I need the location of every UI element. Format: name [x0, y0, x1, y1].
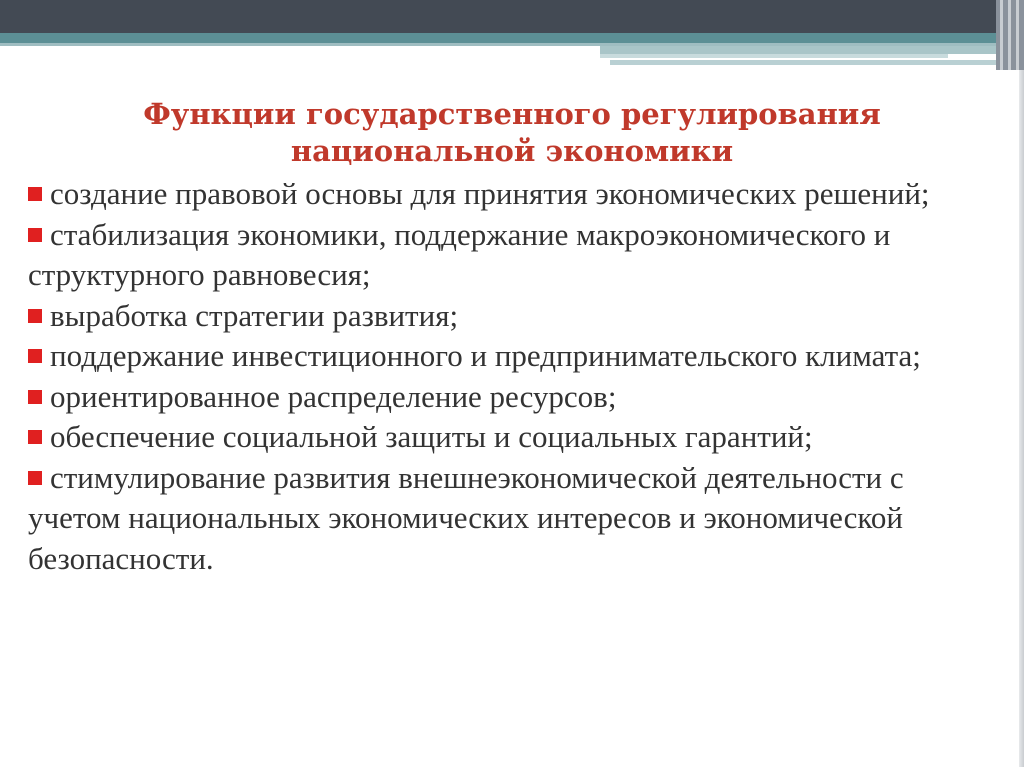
- list-item-text: стимулирование развития внешнеэкономической деятельности с учетом национальных экономических интересов и экономической безопасности.: [28, 459, 904, 576]
- list-item-text: выработка стратегии развития;: [50, 297, 459, 333]
- list-item-text: обеспечение социальной защиты и социальных гарантий;: [50, 419, 813, 454]
- square-bullet-icon: [28, 228, 42, 242]
- slide-content: [28, 96, 996, 579]
- square-bullet-icon: [28, 390, 42, 404]
- list-item: [28, 215, 996, 296]
- square-bullet-icon: [28, 309, 42, 323]
- list-item: [28, 417, 996, 458]
- list-item-text: ориентированное распределение ресурсов;: [50, 378, 617, 414]
- square-bullet-icon: [28, 471, 42, 485]
- list-item: [28, 296, 996, 337]
- function-list: [28, 174, 996, 579]
- header-step-stripe: [600, 54, 948, 58]
- list-item-text: создание правовой основы для принятия экономических решений;: [50, 176, 930, 211]
- list-item: [28, 336, 996, 377]
- header-step-stripe: [600, 46, 1000, 54]
- header-teal-band: [0, 33, 1024, 43]
- corner-stripe: [1008, 0, 1011, 70]
- corner-stripe: [1016, 0, 1019, 70]
- slide-title-line: национальной экономики: [290, 134, 734, 168]
- header-step-stripe: [610, 60, 1000, 65]
- list-item: [28, 174, 996, 215]
- corner-stripe: [1000, 0, 1003, 70]
- header-dark-band: [0, 0, 1024, 33]
- square-bullet-icon: [28, 430, 42, 444]
- slide-title: [28, 96, 996, 170]
- square-bullet-icon: [28, 187, 42, 201]
- list-item: [28, 377, 996, 418]
- right-edge-shadow: [1019, 70, 1024, 767]
- square-bullet-icon: [28, 349, 42, 363]
- list-item-text: поддержание инвестиционного и предпринимательского климата;: [50, 338, 921, 373]
- slide-title-line: Функции государственного регулирования: [143, 97, 881, 131]
- list-item-text: стабилизация экономики, поддержание макроэкономического и структурного равновесия;: [28, 216, 891, 292]
- list-item: [28, 458, 996, 580]
